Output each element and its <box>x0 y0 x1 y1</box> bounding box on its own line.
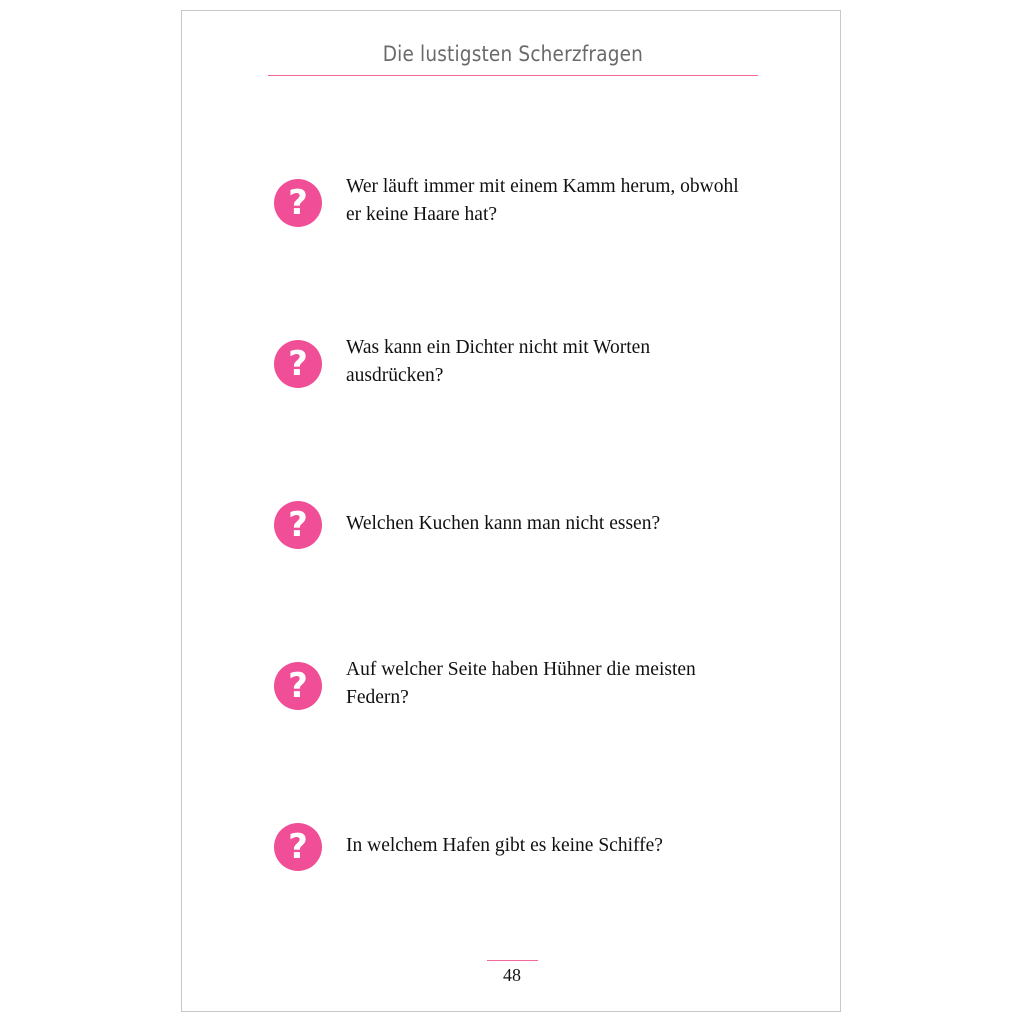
page-title: Die lustigsten Scherzfragen <box>382 42 644 66</box>
question-mark-icon: ? <box>274 662 322 710</box>
book-page <box>181 10 841 1012</box>
page-number: 48 <box>503 965 521 985</box>
question-item <box>274 337 744 390</box>
footer-divider <box>487 960 538 961</box>
question-mark-icon: ? <box>274 179 322 227</box>
question-item <box>274 176 744 229</box>
question-text: Auf welcher Seite haben Hühner die meisten Federn? <box>346 659 696 708</box>
question-item <box>274 501 744 551</box>
question-item <box>274 659 744 712</box>
question-text: Welchen Kuchen kann man nicht essen? <box>346 513 661 534</box>
question-text: In welchem Hafen gibt es keine Schiffe? <box>346 835 663 856</box>
question-text: Was kann ein Dichter nicht mit Worten ausdrücken? <box>346 337 651 386</box>
question-item <box>274 823 744 873</box>
question-mark-icon: ? <box>274 340 322 388</box>
question-text: Wer läuft immer mit einem Kamm herum, obwohl er keine Haare hat? <box>346 176 739 225</box>
page-header <box>268 37 758 76</box>
question-mark-icon: ? <box>274 501 322 549</box>
question-mark-icon: ? <box>274 823 322 871</box>
